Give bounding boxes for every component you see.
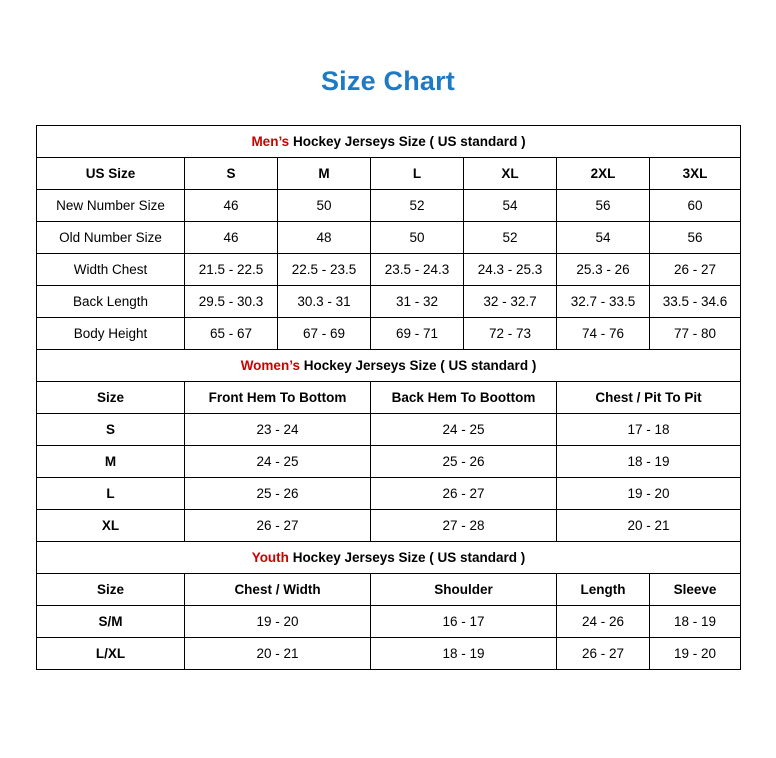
table-cell: 67 - 69	[278, 318, 371, 350]
table-cell: 30.3 - 31	[278, 286, 371, 318]
table-cell: 26 - 27	[185, 510, 371, 542]
table-cell: 25 - 26	[371, 446, 557, 478]
column-header-cell: Front Hem To Bottom	[185, 382, 371, 414]
table-cell: 26 - 27	[650, 254, 741, 286]
column-header-cell: US Size	[37, 158, 185, 190]
table-cell: 19 - 20	[557, 478, 741, 510]
table-cell: 52	[464, 222, 557, 254]
table-row	[37, 606, 741, 638]
section-header-row	[37, 350, 741, 382]
table-cell: 18 - 19	[650, 606, 741, 638]
table-cell: 54	[464, 190, 557, 222]
row-header-cell: Body Height	[37, 318, 185, 350]
table-cell: 77 - 80	[650, 318, 741, 350]
table-cell: 32.7 - 33.5	[557, 286, 650, 318]
column-header-cell: XL	[464, 158, 557, 190]
table-cell: 23.5 - 24.3	[371, 254, 464, 286]
table-cell: 18 - 19	[371, 638, 557, 670]
column-header-cell: Sleeve	[650, 574, 741, 606]
row-header-cell: L/XL	[37, 638, 185, 670]
row-header-cell: S/M	[37, 606, 185, 638]
section-header	[37, 542, 741, 574]
row-header-cell: Width Chest	[37, 254, 185, 286]
table-row	[37, 318, 741, 350]
row-header-cell: Back Length	[37, 286, 185, 318]
table-cell: 27 - 28	[371, 510, 557, 542]
table-cell: 52	[371, 190, 464, 222]
column-header-cell: Chest / Pit To Pit	[557, 382, 741, 414]
size-chart-body	[37, 126, 741, 670]
table-cell: 24 - 26	[557, 606, 650, 638]
column-header-cell: 2XL	[557, 158, 650, 190]
column-header-cell: S	[185, 158, 278, 190]
table-cell: 46	[185, 222, 278, 254]
section-header-accent: Women’s	[240, 358, 300, 373]
table-cell: 50	[278, 190, 371, 222]
table-cell: 17 - 18	[557, 414, 741, 446]
table-cell: 31 - 32	[371, 286, 464, 318]
size-chart	[36, 125, 740, 670]
table-cell: 24 - 25	[371, 414, 557, 446]
table-cell: 69 - 71	[371, 318, 464, 350]
column-header-cell: Back Hem To Boottom	[371, 382, 557, 414]
table-row	[37, 286, 741, 318]
column-header-cell: M	[278, 158, 371, 190]
table-cell: 25.3 - 26	[557, 254, 650, 286]
table-row	[37, 478, 741, 510]
table-cell: 74 - 76	[557, 318, 650, 350]
table-cell: 20 - 21	[557, 510, 741, 542]
section-header-text: Hockey Jerseys Size ( US standard )	[299, 358, 537, 373]
table-cell: 48	[278, 222, 371, 254]
table-row	[37, 190, 741, 222]
table-cell: 29.5 - 30.3	[185, 286, 278, 318]
section-header-row	[37, 542, 741, 574]
table-cell: 19 - 20	[650, 638, 741, 670]
column-header-cell: 3XL	[650, 158, 741, 190]
table-row	[37, 254, 741, 286]
section-header	[37, 350, 741, 382]
table-cell: 23 - 24	[185, 414, 371, 446]
table-cell: 46	[185, 190, 278, 222]
column-header-cell: Shoulder	[371, 574, 557, 606]
table-row	[37, 222, 741, 254]
section-header-text: Hockey Jerseys Size ( US standard )	[288, 550, 526, 565]
table-cell: 32 - 32.7	[464, 286, 557, 318]
row-header-cell: Old Number Size	[37, 222, 185, 254]
column-header-cell: Size	[37, 382, 185, 414]
column-header-cell: L	[371, 158, 464, 190]
section-header-row	[37, 126, 741, 158]
row-header-cell: M	[37, 446, 185, 478]
column-header-cell: Length	[557, 574, 650, 606]
table-cell: 50	[371, 222, 464, 254]
row-header-cell: S	[37, 414, 185, 446]
table-row	[37, 638, 741, 670]
table-row	[37, 414, 741, 446]
table-cell: 72 - 73	[464, 318, 557, 350]
size-chart-table	[36, 125, 741, 670]
table-cell: 26 - 27	[371, 478, 557, 510]
table-cell: 24.3 - 25.3	[464, 254, 557, 286]
table-cell: 20 - 21	[185, 638, 371, 670]
table-row	[37, 574, 741, 606]
table-row	[37, 158, 741, 190]
table-cell: 16 - 17	[371, 606, 557, 638]
table-cell: 56	[557, 190, 650, 222]
column-header-cell: Size	[37, 574, 185, 606]
row-header-cell: XL	[37, 510, 185, 542]
section-header-accent: Youth	[251, 550, 289, 565]
table-cell: 60	[650, 190, 741, 222]
table-row	[37, 510, 741, 542]
table-cell: 18 - 19	[557, 446, 741, 478]
table-cell: 24 - 25	[185, 446, 371, 478]
row-header-cell: New Number Size	[37, 190, 185, 222]
section-header	[37, 126, 741, 158]
row-header-cell: L	[37, 478, 185, 510]
table-cell: 33.5 - 34.6	[650, 286, 741, 318]
table-row	[37, 446, 741, 478]
table-cell: 22.5 - 23.5	[278, 254, 371, 286]
section-header-text: Hockey Jerseys Size ( US standard )	[289, 134, 526, 149]
table-cell: 21.5 - 22.5	[185, 254, 278, 286]
table-row	[37, 382, 741, 414]
table-cell: 54	[557, 222, 650, 254]
section-header-accent: Men’s	[251, 134, 290, 149]
table-cell: 56	[650, 222, 741, 254]
table-cell: 19 - 20	[185, 606, 371, 638]
table-cell: 26 - 27	[557, 638, 650, 670]
table-cell: 25 - 26	[185, 478, 371, 510]
page-title: Size Chart	[320, 66, 456, 96]
table-cell: 65 - 67	[185, 318, 278, 350]
column-header-cell: Chest / Width	[185, 574, 371, 606]
